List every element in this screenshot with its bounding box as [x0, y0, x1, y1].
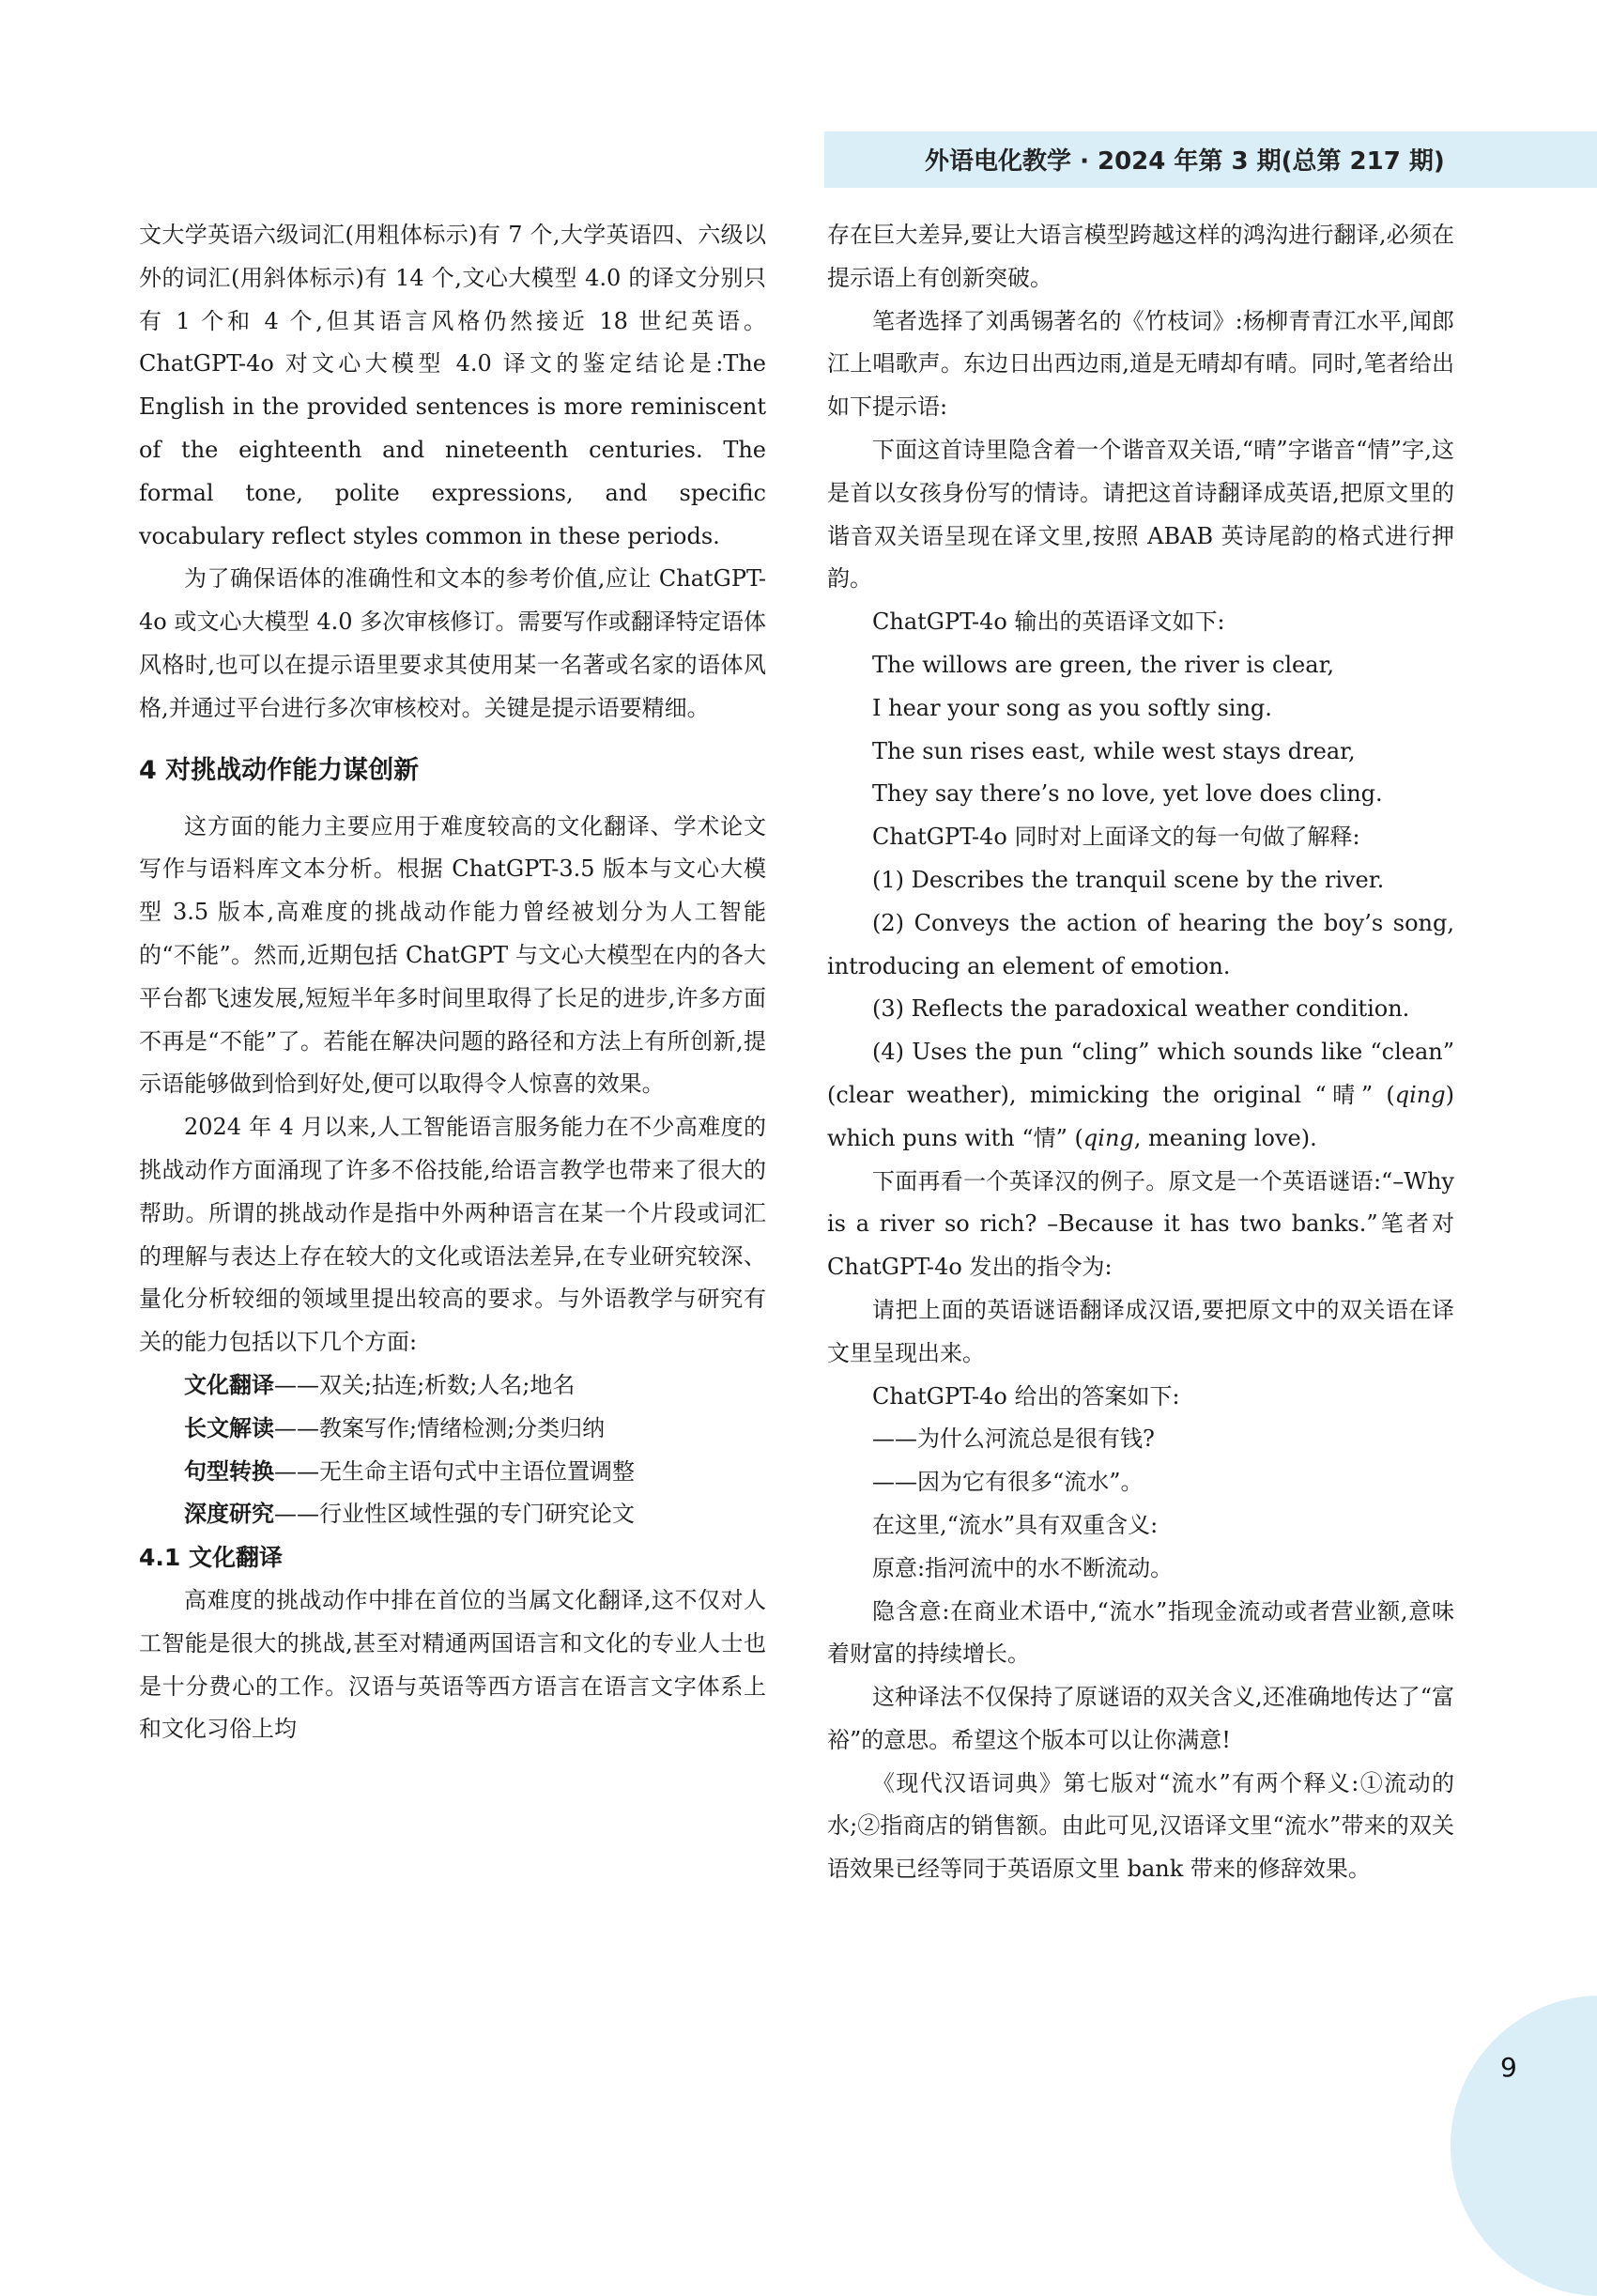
journal-header [925, 142, 1445, 177]
subsection-heading: 4.1 文化翻译 [139, 1544, 283, 1572]
explanation-item [827, 1031, 1454, 1160]
ability-desc: ——行业性区域性强的专门研究论文 [274, 1501, 635, 1528]
answer-line: ——为什么河流总是很有钱? [872, 1425, 1155, 1453]
ability-item [184, 1408, 766, 1451]
ability-name: 文化翻译 [184, 1371, 274, 1398]
hidden-meaning: 隐含意:在商业术语中,“流水”指现金流动或者营业额,意味着财富的持续增长。 [827, 1597, 1454, 1668]
answer-conclusion: 这种译法不仅保持了原谜语的双关含义,还准确地传达了“富裕”的意思。希望这个版本可以让你满意! [827, 1684, 1454, 1753]
explanation-text: , meaning love). [1133, 1124, 1317, 1151]
pinyin: qing [1083, 1124, 1134, 1151]
poem-line: The willows are green, the river is clear, [872, 651, 1335, 678]
explain-intro: ChatGPT-4o 同时对上面译文的每一句做了解释: [872, 824, 1360, 851]
poem-translation [827, 644, 1454, 816]
paragraph: 下面再看一个英译汉的例子。原文是一个英语谜语:“–Why is a river so rich? –Because it has two banks.”笔者对 ChatGPT-4o 发出的指令为: [827, 1167, 1454, 1281]
ability-item [184, 1364, 766, 1408]
answer-line: 在这里,“流水”具有双重含义: [872, 1511, 1159, 1538]
prompt-quote: 下面这首诗里隐含着一个谐音双关语,“晴”字谐音“情”字,这是首以女孩身份写的情诗。请把这首诗翻译成英语,把原文里的谐音双关语呈现在译文里,按照 ABAB 英诗尾韵的格式进行押韵。 [827, 436, 1454, 593]
prompt-quote: 请把上面的英语谜语翻译成汉语,要把原文中的双关语在译文里呈现出来。 [827, 1296, 1454, 1366]
ability-item [184, 1451, 766, 1494]
ability-desc: ——教案写作;情绪检测;分类归纳 [274, 1414, 606, 1441]
explanation-item: (3) Reflects the paradoxical weather condition. [872, 995, 1410, 1023]
left-column [139, 214, 766, 1751]
paragraph: 高难度的挑战动作中排在首位的当属文化翻译,这不仅对人工智能是很大的挑战,甚至对精通两国语言和文化的专业人士也是十分费心的工作。汉语与英语等西方语言在语言文字体系上和文化习俗上均 [139, 1586, 766, 1743]
answer-block [827, 1418, 1454, 1590]
header-separator: · [1071, 147, 1098, 176]
explanation-item: (1) Describes the tranquil scene by the river. [872, 866, 1385, 893]
right-column [827, 214, 1454, 1891]
ability-desc: ——无生命主语句式中主语位置调整 [274, 1457, 635, 1485]
output-intro: ChatGPT-4o 输出的英语译文如下: [872, 609, 1225, 636]
issue-info: 2024 年第 3 期(总第 217 期) [1098, 147, 1445, 176]
paragraph: 《现代汉语词典》第七版对“流水”有两个释义:①流动的水;②指商店的销售额。由此可见,汉语译文里“流水”带来的双关语效果已经等同于英语原文里 bank 带来的修辞效果。 [827, 1769, 1454, 1883]
ability-name: 长文解读 [184, 1414, 274, 1441]
section-heading: 4 对挑战动作能力谋创新 [139, 755, 420, 785]
poem-line: The sun rises east, while west stays drear, [872, 737, 1356, 764]
answer-intro: ChatGPT-4o 给出的答案如下: [872, 1382, 1180, 1410]
poem-line: They say there’s no love, yet love does cling. [872, 780, 1383, 808]
paragraph: 笔者选择了刘禹锡著名的《竹枝词》:杨柳青青江水平,闻郎江上唱歌声。东边日出西边雨,道是无晴却有晴。同时,笔者给出如下提示语: [827, 307, 1454, 421]
explanation-text: (4) Uses the pun “cling” which sounds like “clean” (clear weather), mimicking the original “晴” ( [827, 1039, 1454, 1108]
explanation-text: ) which puns with “情” ( [827, 1081, 1454, 1151]
page-number: 9 [1500, 2052, 1517, 2083]
paragraph: 文大学英语六级词汇(用粗体标示)有 7 个,大学英语四、六级以外的词汇(用斜体标示)有 14 个,文心大模型 4.0 的译文分别只有 1 个和 4 个,但其语言风格仍然接近 18 世纪英语。ChatGPT-4o 对文心大模型 4.0 译文的鉴定结论是:The English in the provided sentences is more reminiscent of the eighteenth and nineteenth centuries. The formal tone, polite expressions, and specific vocabulary reflect styles common in these periods. [139, 222, 766, 549]
answer-line: 原意:指河流中的水不断流动。 [872, 1554, 1174, 1581]
explanation-item: (2) Conveys the action of hearing the boy’s song, introducing an element of emotion. [827, 909, 1454, 979]
ability-name: 深度研究 [184, 1501, 274, 1528]
ability-item [184, 1493, 766, 1536]
pinyin: qing [1394, 1081, 1446, 1108]
answer-line: ——因为它有很多“流水”。 [872, 1469, 1144, 1496]
paragraph: 2024 年 4 月以来,人工智能语言服务能力在不少高难度的挑战动作方面涌现了许多不俗技能,给语言教学也带来了很大的帮助。所谓的挑战动作是指中外两种语言在某一个片段或词汇的理解与表达上存在较大的文化或语法差异,在专业研究较深、量化分析较细的领域里提出较高的要求。与外语教学与研究有关的能力包括以下几个方面: [139, 1114, 766, 1356]
paragraph: 存在巨大差异,要让大语言模型跨越这样的鸿沟进行翻译,必须在提示语上有创新突破。 [827, 222, 1454, 291]
poem-line: I hear your song as you softly sing. [872, 694, 1272, 721]
page-corner-decoration [1451, 1996, 1597, 2296]
paragraph: 这方面的能力主要应用于难度较高的文化翻译、学术论文写作与语料库文本分析。根据 ChatGPT-3.5 版本与文心大模型 3.5 版本,高难度的挑战动作能力曾经被划分为人工智能的“不能”。然而,近期包括 ChatGPT 与文心大模型在内的各大平台都飞速发展,短短半年多时间里取得了长足的进步,许多方面不再是“不能”了。若能在解决问题的路径和方法上有所创新,提示语能够做到恰到好处,便可以取得令人惊喜的效果。 [139, 812, 766, 1098]
ability-name: 句型转换 [184, 1457, 274, 1485]
ability-desc: ——双关;拈连;析数;人名;地名 [274, 1371, 576, 1398]
paragraph: 为了确保语体的准确性和文本的参考价值,应让 ChatGPT-4o 或文心大模型 4.0 多次审核修订。需要写作或翻译特定语体风格时,也可以在提示语里要求其使用某一名著或名家的语体风格,并通过平台进行多次审核校对。关键是提示语要精细。 [139, 565, 766, 721]
journal-name: 外语电化教学 [925, 147, 1072, 176]
ability-list [139, 1364, 766, 1536]
